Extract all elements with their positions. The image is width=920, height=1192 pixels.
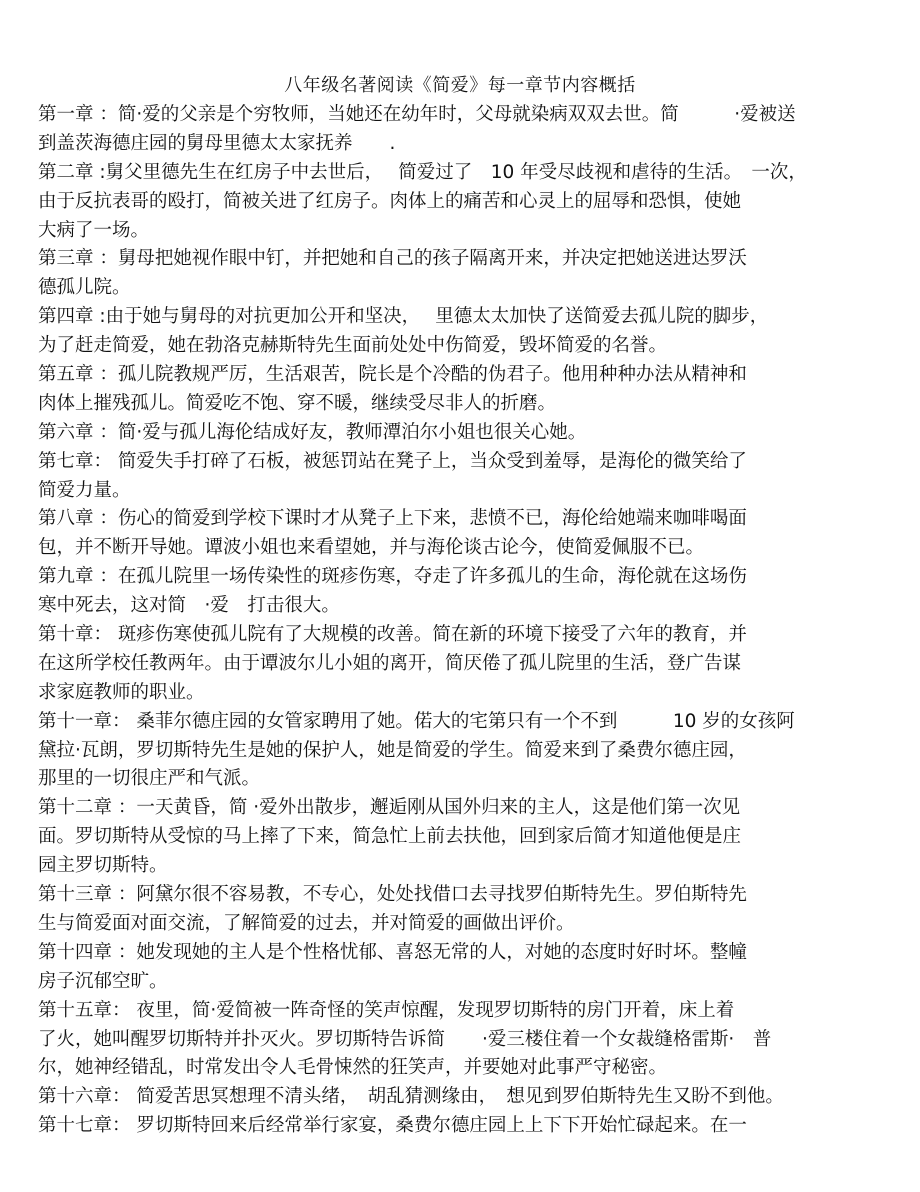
text-line: 第二章 :舅父里德先生在红房子中去世后， 简爱过了 10 年受尽歧视和虐待的生活。 一次， bbox=[38, 161, 807, 183]
text-line: 第一章 ：简·爱的父亲是个穷牧师，当她还在幼年时，父母就染病双双去世。简 ·爱被送 bbox=[38, 104, 796, 125]
text-line: 第七章： 简爱失手打碎了石板，被惩罚站在凳子上，当众受到羞辱，是海伦的微笑给了 bbox=[38, 450, 747, 472]
text-line: 第十六章： 简爱苦思冥想理不清头绪， 胡乱猜测缘由， 想见到罗伯斯特先生又盼不到他。 bbox=[38, 1086, 784, 1108]
document-body bbox=[38, 101, 898, 1141]
text-line: 生与简爱面对面交流，了解简爱的过去，并对简爱的画做出评价。 bbox=[38, 912, 575, 934]
text-line: 第八章 ：伤心的简爱到学校下课时才从凳子上下来，悲愤不已，海伦给她端来咖啡喝面 bbox=[38, 508, 747, 530]
text-line: 面。罗切斯特从受惊的马上摔了下来，简急忙上前去扶他，回到家后简才知道他便是庄 bbox=[38, 826, 742, 848]
text-line: 由于反抗表哥的殴打，简被关进了红房子。肉体上的痛苦和心灵上的屈辱和恐惧，使她 bbox=[38, 190, 742, 212]
text-line: 黛拉·瓦朗，罗切斯特先生是她的保护人，她是简爱的学生。简爱来到了桑费尔德庄园， bbox=[38, 739, 747, 761]
text-line: 第六章 ：简·爱与孤儿海伦结成好友，教师潭泊尔小姐也很关心她。 bbox=[38, 421, 587, 443]
text-line: 为了赶走简爱，她在勃洛克赫斯特先生面前处处中伤简爱，毁坏简爱的名誉。 bbox=[38, 335, 668, 357]
text-line: 求家庭教师的职业。 bbox=[38, 681, 205, 703]
text-line: 第十三章 ：阿黛尔很不容易教，不专心，处处找借口去寻找罗伯斯特先生。罗伯斯特先 bbox=[38, 884, 747, 906]
text-line: 第三章 ：舅母把她视作眼中钉，并把她和自己的孩子隔离开来，并决定把她送进达罗沃 bbox=[38, 248, 747, 270]
text-line: 简爱力量。 bbox=[38, 479, 131, 501]
document-title: 八年级名著阅读《简爱》每一章节内容概括 bbox=[284, 75, 636, 96]
text-line: 那里的一切很庄严和气派。 bbox=[38, 768, 261, 790]
text-line: 第十二章 ：一天黄昏，简 ·爱外出散步，邂逅刚从国外归来的主人，这是他们第一次见 bbox=[38, 797, 741, 819]
text-line: 第十四章 ：她发现她的主人是个性格忧郁、喜怒无常的人，对她的态度时好时坏。整幢 bbox=[38, 941, 747, 963]
text-line: 第十五章： 夜里，简·爱简被一阵奇怪的笑声惊醒，发现罗切斯特的房门开着，床上着 bbox=[38, 999, 735, 1021]
text-line: 第五章 ：孤儿院教规严厉，生活艰苦，院长是个冷酷的伪君子。他用种种办法从精神和 bbox=[38, 364, 747, 386]
text-line: 尔，她神经错乱，时常发出令人毛骨悚然的狂笑声，并要她对此事严守秘密。 bbox=[38, 1057, 668, 1079]
text-line: 园主罗切斯特。 bbox=[38, 855, 168, 877]
text-line: 第九章 ：在孤儿院里一场传染性的斑疹伤寒，夺走了许多孤儿的生命，海伦就在这场伤 bbox=[38, 566, 747, 588]
text-line: 寒中死去，这对简 ·爱 打击很大。 bbox=[38, 595, 340, 617]
text-line: 第十七章： 罗切斯特回来后经常举行家宴，桑费尔德庄园上上下下开始忙碌起来。在一 bbox=[38, 1115, 747, 1137]
text-line: 德孤儿院。 bbox=[38, 277, 131, 299]
text-line: 大病了一场。 bbox=[38, 219, 150, 241]
text-line: 包，并不断开导她。谭波小姐也来看望她，并与海伦谈古论今，使简爱佩服不已。 bbox=[38, 537, 705, 559]
text-line: 在这所学校任教两年。由于谭波尔儿小姐的离开，简厌倦了孤儿院里的生活，登广告谋 bbox=[38, 652, 742, 674]
text-line: 第十一章： 桑菲尔德庄园的女管家聘用了她。偌大的宅第只有一个不到 10 岁的女孩阿 bbox=[38, 710, 795, 732]
text-line: 了火，她叫醒罗切斯特并扑灭火。罗切斯特告诉简 ·爱三楼住着一个女裁缝格雷斯· 普 bbox=[38, 1028, 772, 1050]
text-line: 房子沉郁空旷。 bbox=[38, 970, 168, 992]
text-line: 肉体上摧残孤儿。简爱吃不饱、穿不暖，继续受尽非人的折磨。 bbox=[38, 392, 557, 414]
text-line: 到盖茨海德庄园的舅母里德太太家抚养 . bbox=[38, 132, 396, 154]
text-line: 第四章 :由于她与舅母的对抗更加公开和坚决， 里德太太加快了送简爱去孤儿院的脚步， bbox=[38, 306, 769, 328]
text-line: 第十章： 斑疹伤寒使孤儿院有了大规模的改善。简在新的环境下接受了六年的教育，并 bbox=[38, 624, 747, 646]
